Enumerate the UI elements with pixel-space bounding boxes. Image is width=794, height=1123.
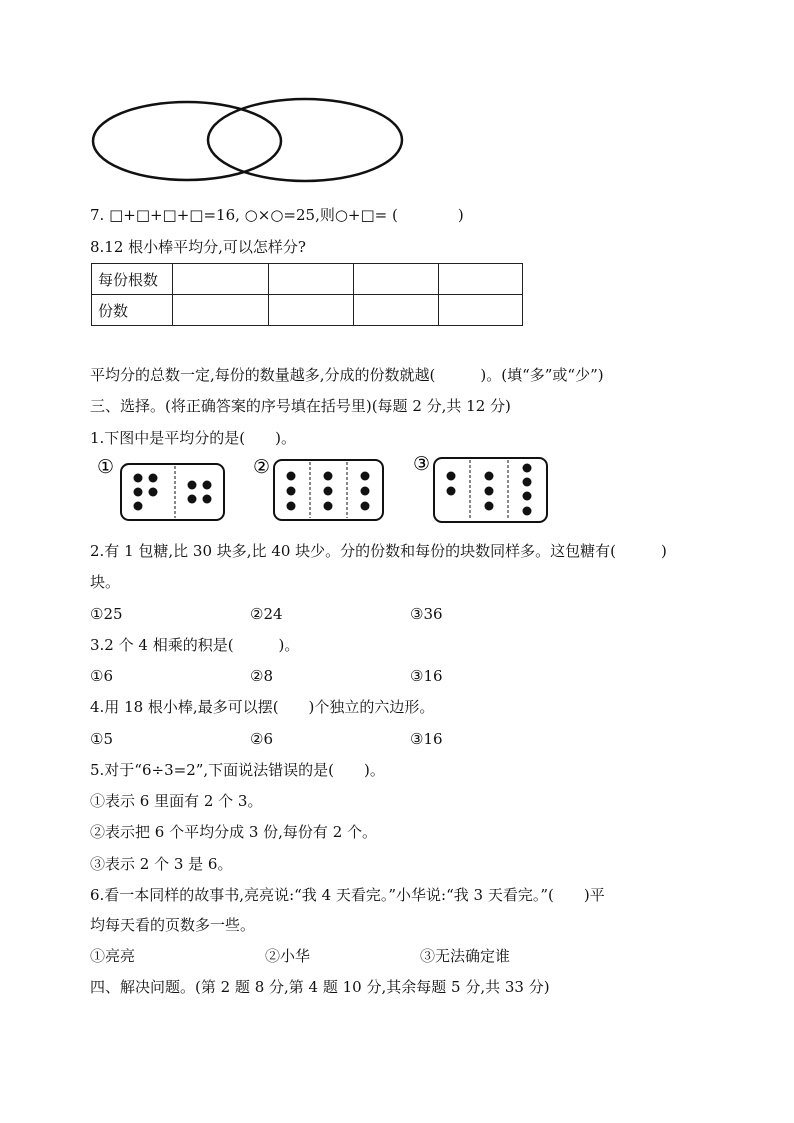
choice-6-option-3[interactable]: ③无法确定谁 [420, 947, 511, 965]
choice-2-question-line1: 2.有 1 包糖,比 30 块多,比 40 块少。分的份数和每份的块数同样多。这包糖有( ) [90, 542, 667, 560]
choice-6-question-line2: 均每天看的页数多一些。 [90, 916, 256, 934]
choice-4-question: 4.用 18 根小棒,最多可以摆( )个独立的六边形。 [90, 698, 435, 716]
choice-3-option-1[interactable]: ①6 [90, 667, 113, 685]
section-4-title: 四、解决问题。(第 2 题 8 分,第 4 题 10 分,其余每题 5 分,共 33 分) [90, 978, 550, 996]
fill-blank-sentence: 平均分的总数一定,每份的数量越多,分成的份数就越( )。(填“多”或“少”) [90, 366, 604, 384]
choice-4-option-3[interactable]: ③16 [410, 730, 443, 748]
question-7: 7. □+□+□+□=16, ○×○=25,则○+□= ( ) [90, 206, 464, 224]
choice-4-option-2[interactable]: ②6 [250, 730, 273, 748]
table-cell[interactable] [439, 264, 523, 295]
choice-3-option-3[interactable]: ③16 [410, 667, 443, 685]
choice-2-option-3[interactable]: ③36 [410, 605, 443, 623]
allocation-table [91, 263, 523, 326]
table-row [92, 295, 523, 326]
table-row [92, 264, 523, 295]
venn-diagram [90, 95, 410, 190]
card-1-dots-left [134, 474, 158, 511]
card-1-dots-right [188, 481, 212, 504]
card-3-label: ③ [413, 455, 431, 475]
card-3-dots [447, 464, 532, 516]
choice-2-option-2[interactable]: ②24 [250, 605, 283, 623]
table-cell[interactable] [173, 295, 269, 326]
table-cell[interactable] [269, 264, 354, 295]
choice-5-option-2[interactable]: ②表示把 6 个平均分成 3 份,每份有 2 个。 [90, 823, 378, 841]
choice-3-option-2[interactable]: ②8 [250, 667, 273, 685]
table-cell[interactable] [439, 295, 523, 326]
choice-5-option-3[interactable]: ③表示 2 个 3 是 6。 [90, 855, 233, 873]
card-2-dots [287, 472, 370, 511]
choice-5-option-1[interactable]: ①表示 6 里面有 2 个 3。 [90, 792, 263, 810]
table-cell[interactable] [173, 264, 269, 295]
choice-6-question-line1: 6.看一本同样的故事书,亮亮说:“我 4 天看完。”小华说:“我 3 天看完。”( )平 [90, 886, 605, 904]
row-label-shares: 份数 [92, 295, 173, 326]
card-1-label: ① [97, 456, 115, 478]
section-3-title: 三、选择。(将正确答案的序号填在括号里)(每题 2 分,共 12 分) [90, 397, 511, 415]
choice-6-option-1[interactable]: ①亮亮 [90, 947, 136, 965]
choice-1-question: 1.下图中是平均分的是( )。 [90, 429, 297, 447]
choice-3-question: 3.2 个 4 相乘的积是( )。 [90, 636, 300, 654]
table-cell[interactable] [354, 264, 439, 295]
choice-4-option-1[interactable]: ①5 [90, 730, 113, 748]
choice-2-option-1[interactable]: ①25 [90, 605, 123, 623]
table-cell[interactable] [354, 295, 439, 326]
choice-6-option-2[interactable]: ②小华 [265, 947, 311, 965]
choice-5-question: 5.对于“6÷3=2”,下面说法错误的是( )。 [90, 761, 385, 779]
venn-right-ellipse [208, 99, 402, 181]
row-label-per-share: 每份根数 [92, 264, 173, 295]
table-cell[interactable] [269, 295, 354, 326]
card-2-label: ② [253, 456, 271, 478]
dot-cards-figure [95, 455, 555, 530]
venn-left-ellipse [93, 102, 281, 180]
choice-2-question-line2: 块。 [90, 573, 121, 591]
question-8: 8.12 根小棒平均分,可以怎样分? [90, 238, 306, 256]
